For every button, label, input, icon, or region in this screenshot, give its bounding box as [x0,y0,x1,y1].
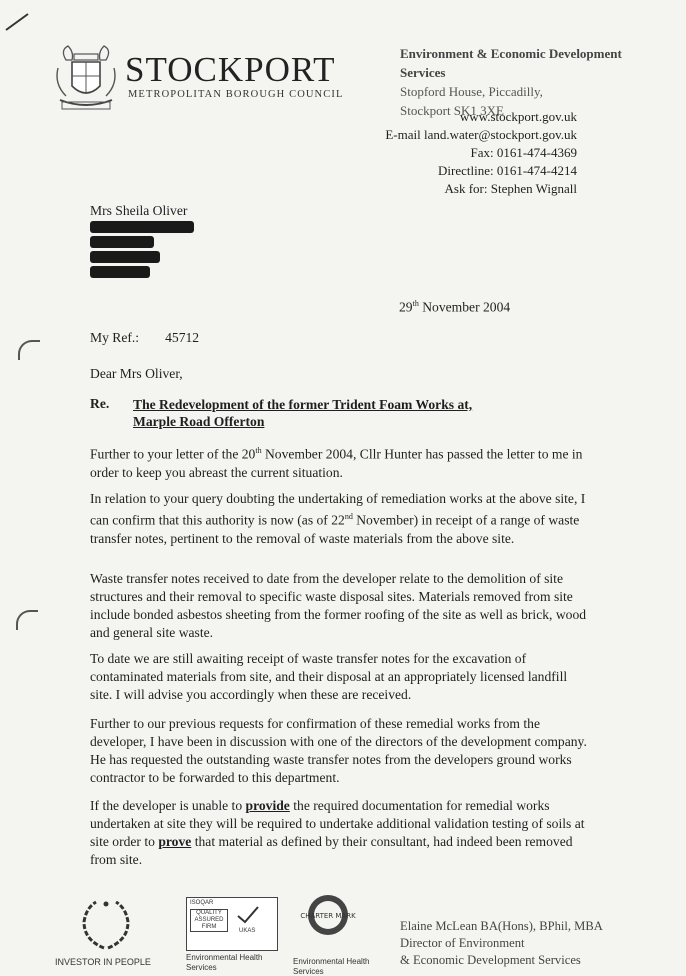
date-day: 29 [399,299,413,315]
council-subtitle: METROPOLITAN BOROUGH COUNCIL [128,89,344,100]
redacted-address-line [90,266,150,278]
department-name-line1: Environment & Economic Development [400,46,622,61]
signatory-title-line1: Director of Environment [400,936,525,950]
qa-label: Environmental Health [186,953,263,962]
council-crest-logo [52,40,120,112]
subject-line2: Marple Road Offerton [133,414,265,429]
punch-hole-top [18,340,40,360]
pencil-mark [2,10,32,34]
investor-in-people-label: INVESTOR IN PEOPLE [55,957,151,967]
charter-label: Environmental Health [293,957,370,966]
qa-badge-top: ISOQAR [190,900,214,906]
redacted-address-line [90,221,194,233]
quality-assured-badge [186,897,278,951]
reference-label: My Ref.: [90,330,140,345]
recipient-name: Mrs Sheila Oliver [90,203,188,218]
body-paragraph-3: Waste transfer notes received to date from the developer relate to the demolition of site structures and their removal to specific waste disposal sites. Materials removed from site include bonded asbestos sheeting from the former roofing of the site as well as brick, wood and general site waste. [90,571,587,640]
salutation: Dear Mrs Oliver, [90,366,183,381]
fax: Fax: 0161-474-4369 [470,145,577,160]
date-suffix: th [412,299,419,308]
re-label: Re. [90,396,110,411]
qa-badge-text: QUALITY ASSURED FIRM [190,909,228,932]
redacted-address-line [90,236,154,248]
signatory-block [400,918,603,969]
charter-sublabel: Services [293,967,324,976]
body-paragraph-6: If the developer is unable to provide the required documentation for remedial works undertaken at site they will be required to undertake additional validation testing of soils at site order to prove that material as defined by their consultant, had indeed been removed from site. [90,798,585,867]
checkmark-crown-icon [235,904,261,926]
signatory-title-line2: & Economic Development Services [400,953,581,967]
contact-details [385,108,577,198]
body-paragraph-4: To date we are still awaiting receipt of waste transfer notes for the excavation of contaminated materials from site, and their disposal at an appropriately licensed landfill site. I will advise you accordingly when these are received. [90,651,568,702]
redacted-address-line [90,251,160,263]
charter-mark-seal-icon [300,893,356,937]
department-name-line2: Services [400,65,446,80]
address-line1: Stopford House, Piccadilly, [400,84,543,99]
council-name: STOCKPORT [125,50,336,89]
body-paragraph-1: Further to your letter of the 20th November 2004, Cllr Hunter has passed the letter to me in order to keep you abreast the current situation. [90,446,583,480]
reference-value: 45712 [165,330,200,345]
ukas-label: UKAS [239,928,256,934]
subject-line [133,396,493,430]
svg-text:CHARTER MARK: CHARTER MARK [300,912,356,920]
body-paragraph-2: In relation to your query doubting the undertaking of remediation works at the above site, I can confirm that this authority is now (as of 22nd November) in receipt of a range of waste transfer notes, pertinent to the removal of waste materials from the above site. [90,491,586,546]
date-rest: November 2004 [422,299,511,315]
letter-date [399,299,510,316]
investor-in-people-wreath-icon [78,896,134,954]
qa-sublabel: Services [186,963,217,972]
directline: Directline: 0161-474-4214 [438,163,577,178]
website: www.stockport.gov.uk [459,109,577,124]
email: E-mail land.water@stockport.gov.uk [385,127,577,142]
subject-line1: The Redevelopment of the former Trident Foam Works at, [133,397,473,412]
signatory-name: Elaine McLean BA(Hons), BPhil, MBA [400,919,603,933]
body-paragraph-5: Further to our previous requests for confirmation of these remedial works from the developer, I have been in discussion with one of the directors of the development company. He has requested the outstanding waste transfer notes from the developers ground works contractor to be forwarded to this department. [90,716,587,785]
reference [90,330,199,346]
address-line2: Stockport SK1 3XE [400,103,504,118]
punch-hole-bottom [16,610,38,630]
recipient-address [90,203,194,278]
ask-for: Ask for: Stephen Wignall [444,181,577,196]
